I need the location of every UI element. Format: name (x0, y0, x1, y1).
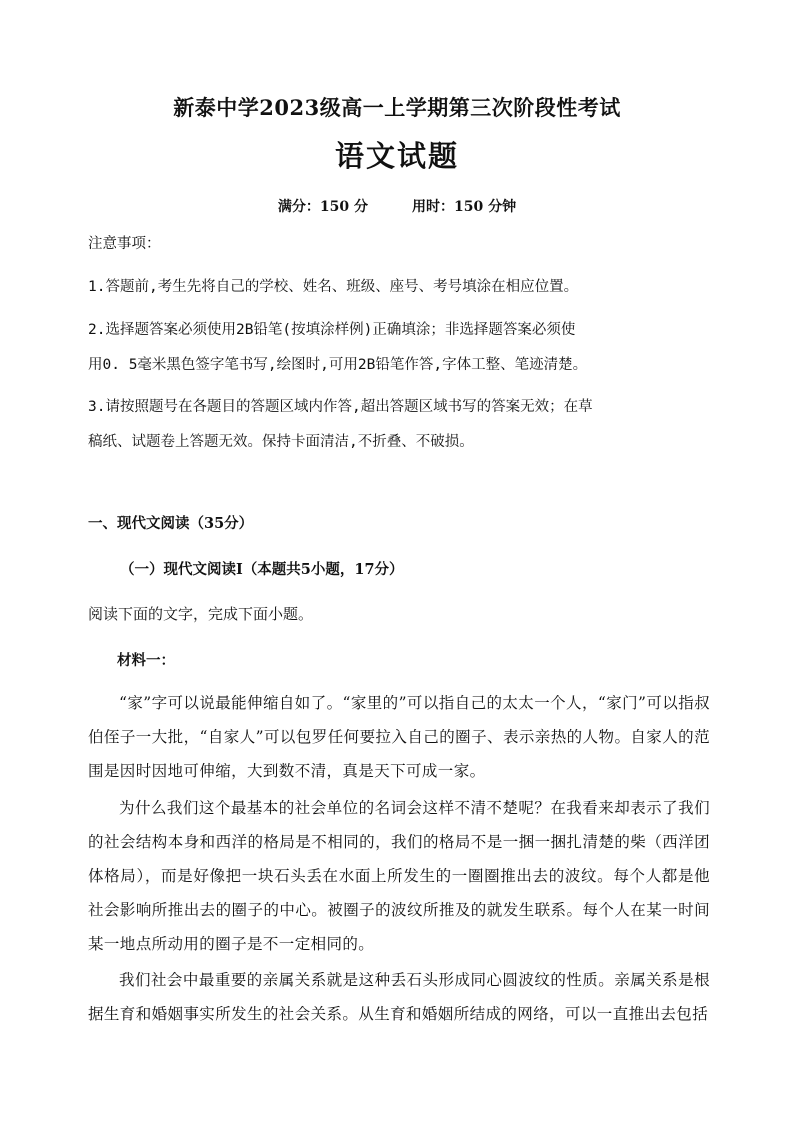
full-score: 满分：150 分 (277, 199, 368, 215)
material-label: 材料一： (117, 652, 175, 669)
passage-paragraph: 为什么我们这个最基本的社会单位的名词会这样不清不楚呢？在我看来却表示了我们的社会结构本身和西洋的格局是不相同的，我们的格局不是一捆一捆扎清楚的柴（西洋团体格局），而是好像把一块石头丢在水面上所发生的一圈圈推出去的波纹。每个人都是他社会影响所推出去的圈子的中心。被圈子的波纹所推及的就发生联系。每个人在某一时间某一地点所动用的圈子是不一定相同的。 (88, 799, 710, 953)
school-exam-title: 新泰中学2023级高一上学期第三次阶段性考试 (173, 95, 621, 120)
reading-instruction: 阅读下面的文字，完成下面小题。 (88, 605, 314, 623)
notes-heading: 注意事项： (88, 236, 161, 252)
note-item-3-line-1: 3.请按照题号在各题目的答题区域内作答,超出答题区域书写的答案无效；在草 (88, 399, 593, 415)
passage-paragraph: “家”字可以说最能伸缩自如了。“家里的”可以指自己的太太一个人，“家门”可以指叔伯侄子一大批，“自家人”可以包罗任何要拉入自己的圈子、表示亲热的人物。自家人的范围是因时因地可伸缩，大到数不清，真是天下可成一家。 (88, 694, 710, 780)
note-item-2 (88, 313, 587, 383)
exam-time: 用时：150 分钟 (412, 199, 517, 215)
note-item-3 (88, 390, 593, 460)
subsection-title: （一）现代文阅读Ⅰ（本题共5小题，17分） (120, 561, 404, 578)
passage-paragraph: 我们社会中最重要的亲属关系就是这种丢石头形成同心圆波纹的性质。亲属关系是根据生育和婚姻事实所发生的社会关系。从生育和婚姻所结成的网络，可以一直推出去包括 (88, 971, 710, 1023)
section-title: 一、现代文阅读（35分） (88, 515, 254, 532)
note-item-2-line-1: 2.选择题答案必须使用2B铅笔(按填涂样例)正确填涂；非选择题答案必须使 (88, 322, 576, 338)
note-item-2-line-2: 用0. 5毫米黑色签字笔书写,绘图时,可用2B铅笔作答,字体工整、笔迹清楚。 (88, 357, 588, 373)
note-item-1 (88, 270, 578, 305)
note-item-3-line-2: 稿纸、试题卷上答题无效。保持卡面清洁,不折叠、不破损。 (88, 434, 474, 450)
note-item-1-text: 1.答题前,考生先将自己的学校、姓名、班级、座号、考号填涂在相应位置。 (88, 279, 579, 295)
exam-meta (0, 196, 794, 216)
subject-title: 语文试题 (334, 139, 459, 173)
